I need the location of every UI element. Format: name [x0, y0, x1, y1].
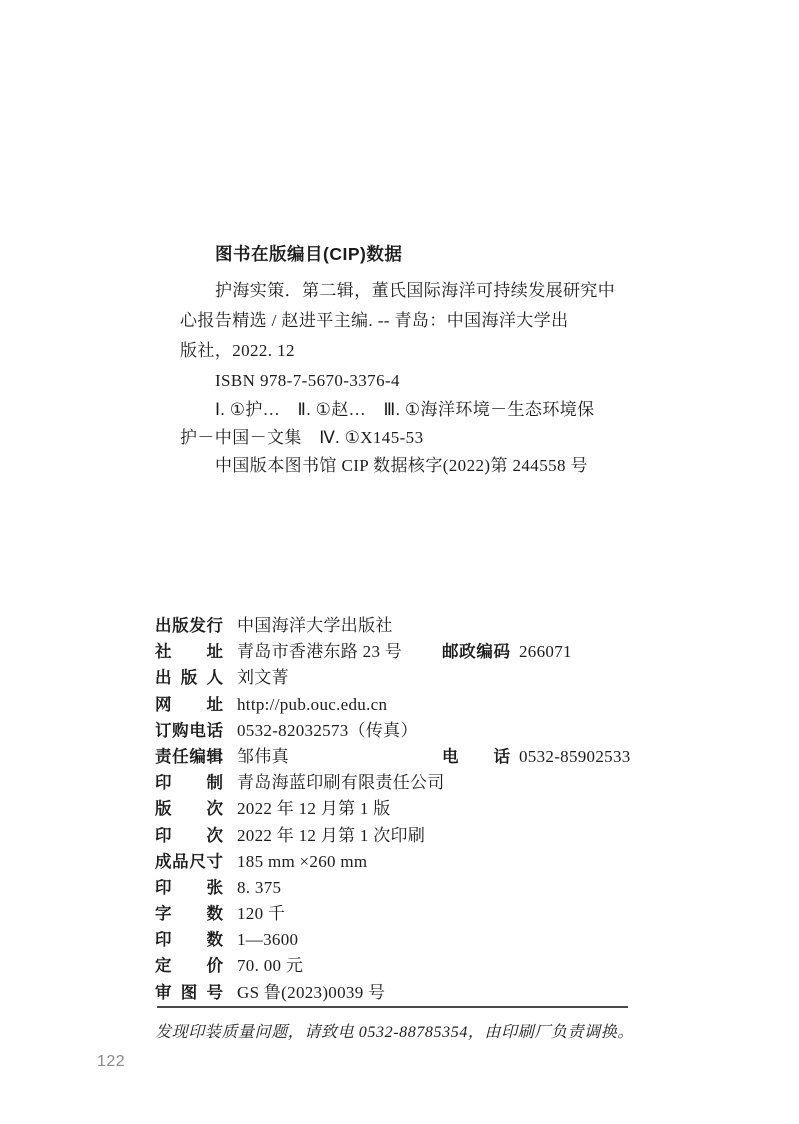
row-label: 网址: [155, 695, 223, 714]
colophon-row-postcode: [442, 639, 572, 665]
row-value: 1—3600: [237, 930, 299, 950]
colophon-row-editor: [155, 744, 715, 770]
colophon-row-impression: [155, 823, 715, 849]
row-label: 印张: [155, 878, 223, 897]
row-label: 责任编辑: [155, 747, 223, 766]
colophon-row-website: [155, 692, 715, 718]
row-value: 0532-85902533: [519, 746, 631, 766]
row-value: 185 mm ×260 mm: [237, 851, 368, 871]
colophon-block: [155, 613, 715, 1006]
colophon-row-map-approval: [155, 980, 715, 1006]
row-label: 版次: [155, 800, 223, 819]
row-label: 印制: [155, 774, 223, 793]
row-value: 刘文菁: [237, 668, 289, 688]
colophon-row-printrun: [155, 927, 715, 953]
colophon-row-phone: [442, 744, 631, 770]
colophon-row-order-phone: [155, 718, 715, 744]
cip-description: [180, 276, 630, 396]
cip-description-line: 版社，2022. 12: [180, 341, 295, 360]
row-value: 青岛市香港东路 23 号: [237, 642, 403, 662]
row-label: 出版发行: [155, 617, 223, 635]
row-value: 2022 年 12 月第 1 次印刷: [237, 825, 426, 845]
colophon-row-size: [155, 849, 715, 875]
row-label: 字数: [155, 905, 223, 924]
row-label: 印次: [155, 826, 223, 845]
row-label: 成品尺寸: [155, 852, 223, 871]
row-value: 0532-82032573（传真）: [237, 720, 418, 740]
page-number: 122: [97, 1053, 126, 1070]
cip-classification: [180, 396, 630, 480]
cip-record-number: 中国版本图书馆 CIP 数据核字(2022)第 244558 号: [215, 456, 588, 475]
cip-description-line: 护海实策．第二辑，董氏国际海洋可持续发展研究中: [215, 281, 616, 300]
cip-classification-line: 护－中国－文集 Ⅳ. ①X145-53: [180, 428, 424, 447]
quality-notice: 发现印装质量问题，请致电 0532-88785354，由印刷厂负责调换。: [155, 1024, 634, 1041]
row-label: 定价: [155, 957, 223, 976]
cip-block: [180, 241, 630, 480]
colophon-row-edition: [155, 796, 715, 822]
row-label: 邮政编码: [442, 643, 510, 662]
row-value: 120 千: [237, 904, 286, 924]
row-label: 订购电话: [155, 721, 223, 740]
footer-divider: [157, 1006, 628, 1008]
row-label: 审图号: [155, 983, 223, 1002]
row-value: 70. 00 元: [237, 956, 304, 976]
row-value: 266071: [519, 642, 572, 662]
cip-isbn: ISBN 978-7-5670-3376-4: [215, 371, 400, 390]
colophon-row-sheets: [155, 875, 715, 901]
row-label: 电话: [442, 747, 510, 766]
colophon-row-publisher-person: [155, 665, 715, 691]
colophon-row-wordcount: [155, 901, 715, 927]
colophon-row-price: [155, 953, 715, 979]
cip-description-line: 心报告精选 / 赵进平主编. -- 青岛：中国海洋大学出: [180, 311, 569, 330]
row-value: 8. 375: [237, 877, 282, 897]
row-value: GS 鲁(2023)0039 号: [237, 982, 386, 1002]
row-value: 邹伟真: [237, 746, 289, 766]
colophon-row-printer: [155, 770, 715, 796]
row-label: 出版人: [155, 669, 223, 688]
cip-classification-line: Ⅰ. ①护… Ⅱ. ①赵… Ⅲ. ①海洋环境－生态环境保: [215, 400, 595, 419]
colophon-row-address: [155, 639, 715, 665]
row-value: 2022 年 12 月第 1 版: [237, 799, 391, 819]
row-label: 印数: [155, 931, 223, 950]
row-value: http://pub.ouc.edu.cn: [237, 694, 388, 714]
row-label: 社址: [155, 643, 223, 662]
row-value: 中国海洋大学出版社: [237, 616, 393, 635]
row-value: 青岛海蓝印刷有限责任公司: [237, 773, 445, 793]
colophon-row-publisher: [155, 613, 715, 639]
cip-heading: 图书在版编目(CIP)数据: [215, 244, 403, 264]
